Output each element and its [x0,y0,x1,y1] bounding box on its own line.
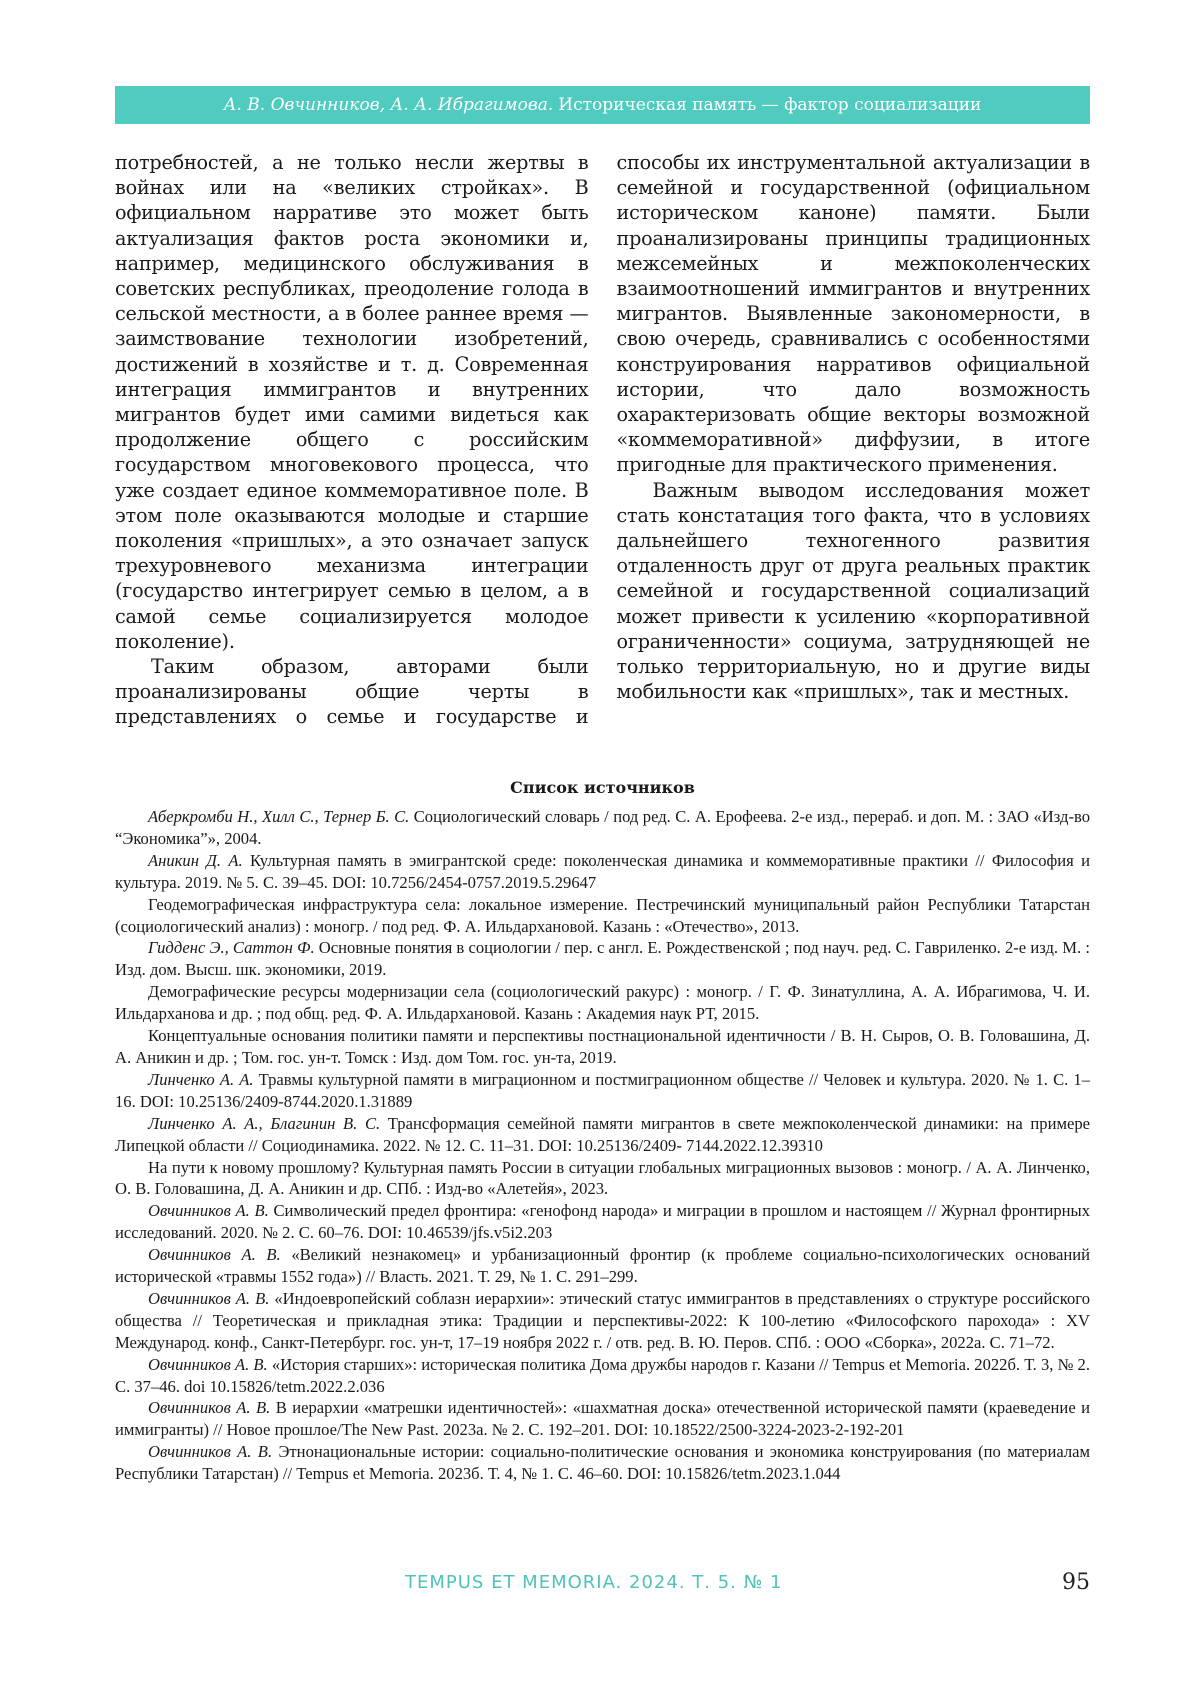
reference-text: Основные понятия в социологии / пер. с англ. Е. Рождественской ; под науч. ред. С. Гавриленко. 2-е изд. М. : Изд. дом. Высш. шк. экономики, 2019. [115,938,1090,979]
reference-item [115,1397,1090,1441]
reference-item [115,1113,1090,1157]
reference-authors: Овчинников А. В. [148,1201,269,1220]
reference-text: «Индоевропейский соблазн иерархии»: этический статус иммигрантов в представлениях о структуре российского общества // Теоретическая и прикладная этика: Традиции и перспективы-2022: К 100-летию «Философского парохода» : XV Международ. конф., Санкт-Петербург. гос. ун-т, 17–19 ноября 2022 г. / отв. ред. В. Ю. Перов. СПб. : ООО «Сборка», 2022а. С. 71–72. [115,1289,1090,1352]
reference-item [115,894,1090,938]
reference-item [115,1069,1090,1113]
reference-authors: Линченко А. А., Благинин В. С. [148,1114,380,1133]
reference-item [115,1244,1090,1288]
reference-item [115,937,1090,981]
reference-text: «Великий незнакомец» и урбанизационный фронтир (к проблеме социально-психологических оснований исторической «травмы 1552 года») // Власть. 2021. Т. 29, № 1. С. 291–299. [115,1245,1090,1286]
reference-item [115,850,1090,894]
header-authors: А. В. Овчинников, А. А. Ибрагимова. [224,95,554,115]
reference-text: Символический предел фронтира: «генофонд народа» и миграции в прошлом и настоящем // Журнал фронтирных исследований. 2020. № 2. С. 60–76. DOI: 10.46539/jfs.v5i2.203 [115,1201,1090,1242]
article-body [115,150,1090,730]
reference-authors: Линченко А. А. [148,1070,254,1089]
references-list [115,806,1090,1485]
reference-authors: Овчинников А. В. [148,1355,268,1374]
running-header [115,86,1090,124]
reference-text: «История старших»: историческая политика Дома дружбы народов г. Казани // Tempus et Memoria. 2022б. Т. 3, № 2. С. 37–46. doi 10.15826/tetm.2022.2.036 [115,1355,1090,1396]
header-title: Историческая память — фактор социализации [558,95,981,115]
reference-item [115,981,1090,1025]
reference-item [115,1157,1090,1201]
reference-authors: Гидденс Э., Саттон Ф. [148,938,315,957]
body-paragraph: Таким образом, авторами были проанализированы общие черты в представлениях о семье и государстве и способы их инструментальной актуализации в семейной и государственной (официальном историческом каноне) памяти. Были проанализированы принципы традиционных межсемейных и межпоколенческих взаимоотношений иммигрантов и внутренних мигрантов. Выявленные закономерности, в свою очередь, сравнивались с особенностями конструирования нарративов официальной истории, что дало возможность охарактеризовать общие векторы возможной «коммеморативной» диффузии, в итоге пригодные для практического применения. [115,150,1090,730]
reference-text: Культурная память в эмигрантской среде: поколенческая динамика и коммеморативные практики // Философия и культура. 2019. № 5. С. 39–45. DOI: 10.7256/2454-0757.2019.5.29647 [115,851,1090,892]
reference-text: Этнонациональные истории: социально-политические основания и экономика конструирования (по материалам Республики Татарстан) // Tempus et Memoria. 2023б. Т. 4, № 1. С. 46–60. DOI: 10.15826/tetm.2023.1.044 [115,1442,1090,1483]
reference-authors: Овчинников А. В. [148,1289,269,1308]
reference-text: Концептуальные основания политики памяти и перспективы постнациональной идентичности / В. Н. Сыров, О. В. Головашина, Д. А. Аникин и др. ; Том. гос. ун-т. Томск : Изд. дом Том. гос. ун-та, 2019. [115,1026,1090,1067]
page-footer [115,1572,1090,1602]
reference-text: В иерархии «матрешки идентичностей»: «шахматная доска» отечественной исторической памяти (краеведение и иммигранты) // Новое прошлое/The New Past. 2023а. № 2. С. 192–201. DOI: 10.18522/2500-3224-2023-2-192-201 [115,1398,1090,1439]
reference-text: Демографические ресурсы модернизации села (социологический ракурс) : моногр. / Г. Ф. Зинатуллина, А. А. Ибрагимова, Ч. И. Ильдарханова и др. ; под общ. ред. Ф. А. Ильдархановой. Казань : Академия наук РТ, 2015. [115,982,1090,1023]
references-title: Список источников [115,778,1090,797]
reference-authors: Овчинников А. В. [148,1245,281,1264]
reference-item [115,806,1090,850]
reference-item [115,1288,1090,1354]
reference-item [115,1441,1090,1485]
page-number: 95 [1062,1570,1090,1595]
reference-item [115,1025,1090,1069]
reference-authors: Аникин Д. А. [148,851,243,870]
reference-text: На пути к новому прошлому? Культурная память России в ситуации глобальных миграционных вызовов : моногр. / А. А. Линченко, О. В. Головашина, Д. А. Аникин и др. СПб. : Изд-во «Алетейя», 2023. [115,1158,1090,1199]
reference-text: Геодемографическая инфраструктура села: локальное измерение. Пестречинский муниципальный район Республики Татарстан (социологический анализ) : моногр. / под ред. Ф. А. Ильдархановой. Казань : «Отечество», 2013. [115,895,1090,936]
reference-authors: Овчинников А. В. [148,1398,270,1417]
reference-text: Социологический словарь / под ред. С. А. Ерофеева. 2-е изд., перераб. и доп. М. : ЗАО «Изд-во “Экономика”», 2004. [115,807,1090,848]
reference-item [115,1200,1090,1244]
body-paragraph: Важным выводом исследования может стать констатация того факта, что в условиях дальнейшего техногенного развития отдаленность друг от друга реальных практик семейной и государственной социализаций может привести к усилению «корпоративной ограниченности» социума, затрудняющей не только территориальную, но и другие виды мобильности как «пришлых», так и местных. [617,478,1091,705]
reference-authors: Аберкромби Н., Хилл С., Тернер Б. С. [148,807,409,826]
reference-text: Трансформация семейной памяти мигрантов в свете межпоколенческой динамики: на примере Липецкой области // Социодинамика. 2022. № 12. С. 11–31. DOI: 10.25136/2409- 7144.2022.12.39310 [115,1114,1090,1155]
reference-text: Травмы культурной памяти в миграционном и постмиграционном обществе // Человек и культура. 2020. № 1. С. 1–16. DOI: 10.25136/2409-8744.2020.1.31889 [115,1070,1090,1111]
reference-item [115,1354,1090,1398]
body-paragraph: потребностей, а не только несли жертвы в войнах или на «великих стройках». В официальном нарративе это может быть актуализация фактов роста экономики и, например, медицинского обслуживания в советских республиках, преодоление голода в сельской местности, а в более раннее время — заимствование технологии изобретений, достижений в хозяйстве и т. д. Современная интеграция иммигрантов и внутренних мигрантов будет ими самими видеться как продолжение общего с российским государством многовекового процесса, что уже создает единое коммеморативное поле. В этом поле оказываются молодые и старшие поколения «пришлых», а это означает запуск трехуровневого механизма интеграции (государство интегрирует семью в целом, а в самой семье социализируется молодое поколение). [115,150,589,654]
journal-name: TEMPUS ET MEMORIA. 2024. Т. 5. № 1 [405,1572,783,1593]
reference-authors: Овчинников А. В. [148,1442,272,1461]
